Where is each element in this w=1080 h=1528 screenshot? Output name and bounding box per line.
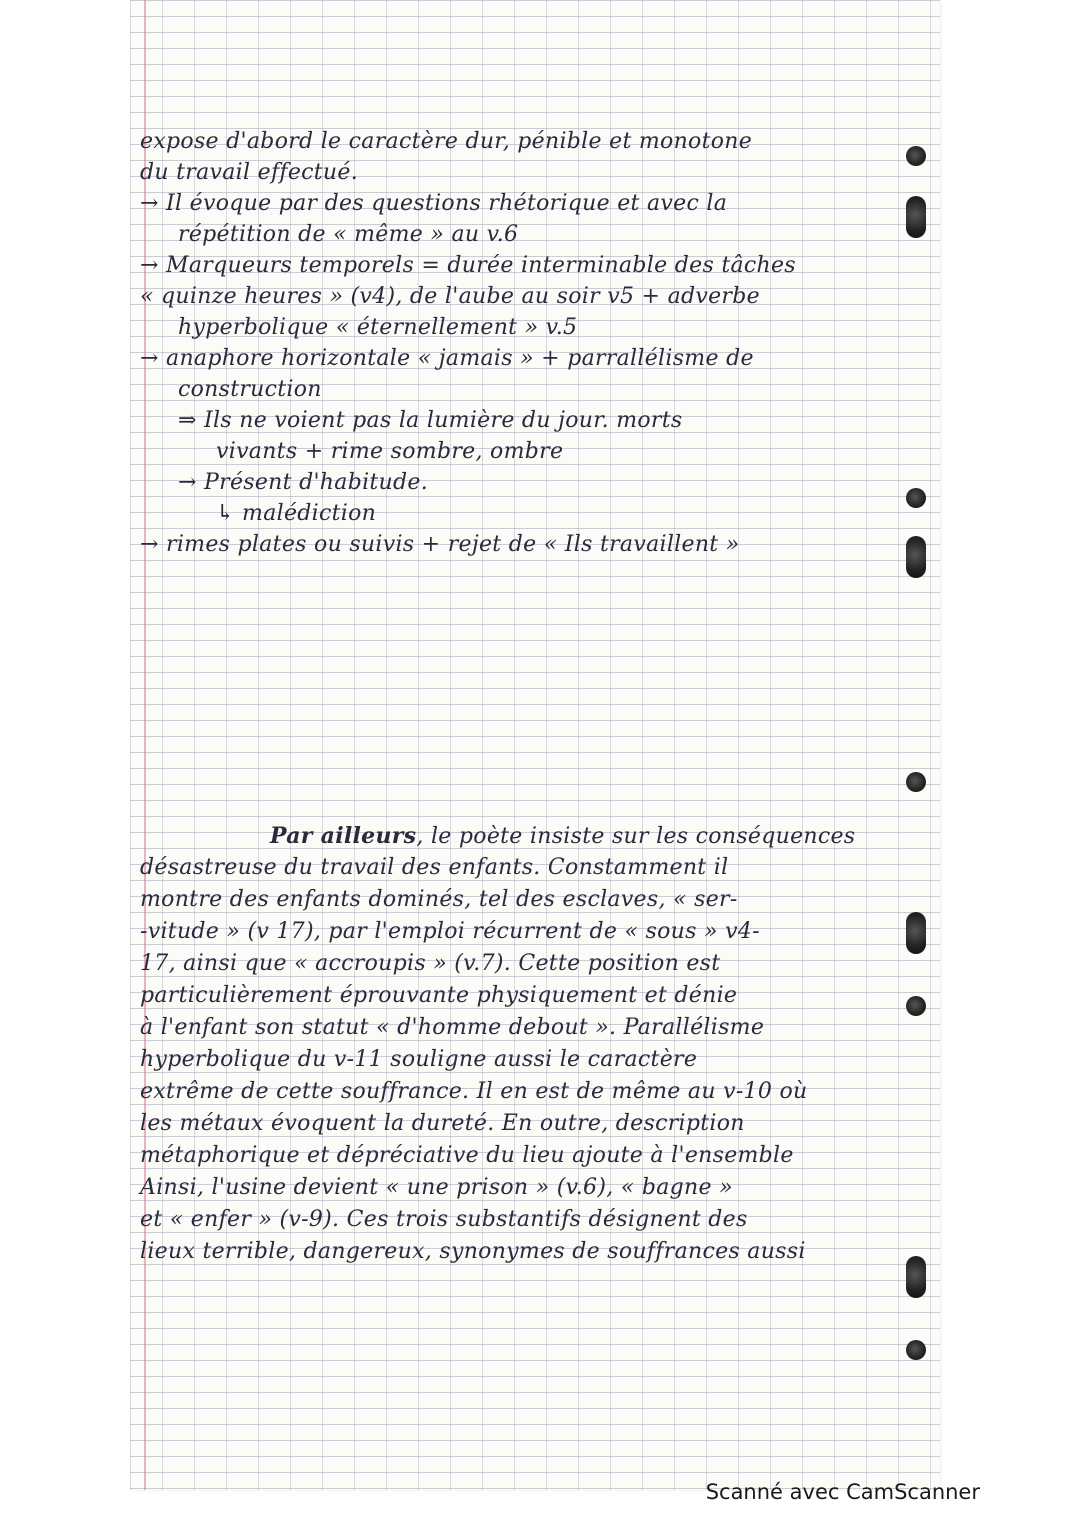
note-line: hyperbolique « éternellement » v.5 [178,315,578,340]
punch-hole [906,772,926,792]
note-line: métaphorique et dépréciative du lieu ajoute à l'ensemble [140,1143,794,1168]
note-line: désastreuse du travail des enfants. Constamment il [140,855,729,880]
note-line: du travail effectué. [140,160,358,185]
note-line: et « enfer » (v-9). Ces trois substantifs désignent des [140,1207,748,1232]
note-line: → anaphore horizontale « jamais » + parrallélisme de [140,346,754,371]
note-line: 17, ainsi que « accroupis » (v.7). Cette position est [140,951,721,976]
note-line: « quinze heures » (v4), de l'aube au soir v5 + adverbe [140,284,760,309]
note-line: montre des enfants dominés, tel des esclaves, « ser- [140,887,738,912]
note-line: → Marqueurs temporels = durée interminable des tâches [140,253,796,278]
paragraph-connector: Par ailleurs [270,823,417,849]
note-line: les métaux évoquent la dureté. En outre, description [140,1111,745,1136]
note-line: → Il évoque par des questions rhétorique et avec la [140,191,728,216]
note-line: -vitude » (v 17), par l'emploi récurrent de « sous » v4- [140,919,760,944]
note-line: hyperbolique du v-11 souligne aussi le caractère [140,1047,698,1072]
note-line: ⇒ Ils ne voient pas la lumière du jour. morts [178,408,683,433]
note-line: ↳ malédiction [216,501,377,526]
note-line: à l'enfant son statut « d'homme debout ». Parallélisme [140,1015,765,1040]
note-line: expose d'abord le caractère dur, pénible et monotone [140,129,753,154]
note-line: → rimes plates ou suivis + rejet de « Ils travaillent » [140,532,740,557]
note-line: répétition de « même » au v.6 [178,222,519,247]
note-line: lieux terrible, dangereux, synonymes de souffrances aussi [140,1239,806,1264]
note-line: → Présent d'habitude. [178,470,429,495]
paragraph-first-line [140,820,930,852]
note-line: vivants + rime sombre, ombre [216,439,564,464]
handwritten-notes-section-1 [140,126,930,560]
note-line: extrême de cette souffrance. Il en est de même au v-10 où [140,1079,808,1104]
scanner-watermark: Scanné avec CamScanner [705,1480,980,1504]
note-line: Ainsi, l'usine devient « une prison » (v.6), « bagne » [140,1175,733,1200]
paragraph-first-line-text: , le poète insiste sur les conséquences [416,824,856,849]
handwritten-notes-section-2 [140,820,930,1268]
note-line: construction [178,377,322,402]
punch-hole [906,1340,926,1360]
note-line: particulièrement éprouvante physiquement et dénie [140,983,738,1008]
